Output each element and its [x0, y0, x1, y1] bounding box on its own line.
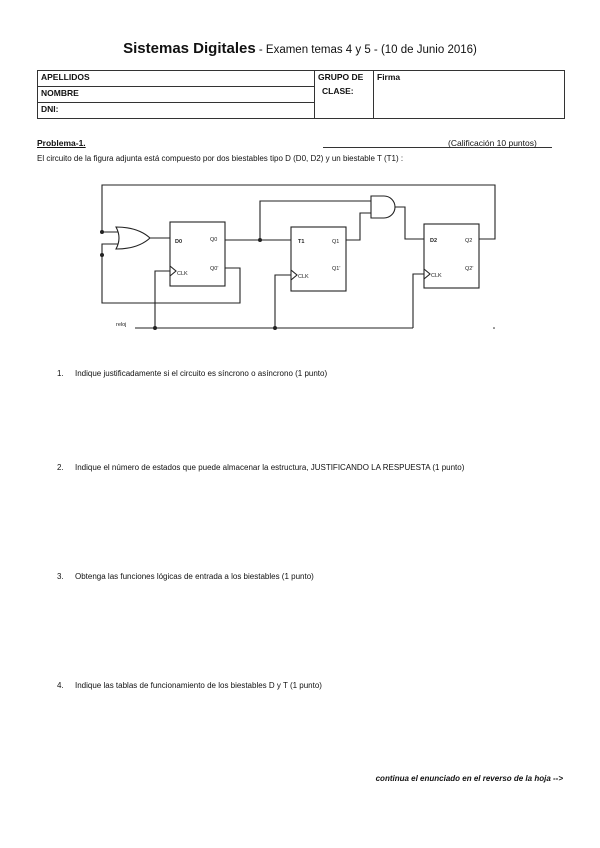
ff1-clk: CLK: [298, 274, 309, 280]
firma-field[interactable]: Firma: [374, 71, 565, 119]
ff1-qn: Q1': [332, 266, 341, 272]
nombre-field[interactable]: NOMBRE: [38, 87, 315, 103]
ff0-clk: CLK: [177, 271, 188, 277]
flipflop-t1: [291, 227, 346, 291]
question-text: Indique el número de estados que puede almacenar la estructura, JUSTIFICANDO LA RESPUESTA (1 punto): [75, 463, 465, 472]
title-main: Sistemas Digitales: [123, 40, 256, 57]
question-number: 2.: [57, 463, 64, 472]
problem-title: Problema-1.: [37, 138, 86, 148]
ff2-clk: CLK: [431, 273, 442, 279]
question-1: [57, 369, 327, 378]
ff0-name: D0: [175, 239, 183, 245]
question-text: Indique justificadamente si el circuito es síncrono o asíncrono (1 punto): [75, 369, 328, 378]
grupo-label-line2: CLASE:: [322, 86, 354, 96]
question-text: Indique las tablas de funcionamiento de los biestables D y T (1 punto): [75, 681, 322, 690]
question-text: Obtenga las funciones lógicas de entrada a los biestables (1 punto): [75, 572, 314, 581]
ff2-q: Q2: [465, 238, 473, 244]
ff2-qn: Q2': [465, 266, 474, 272]
apellidos-field[interactable]: APELLIDOS: [38, 71, 315, 87]
or-gate: [116, 227, 150, 249]
ff1-q: Q1: [332, 239, 340, 245]
ff0-qn: Q0': [210, 266, 219, 272]
question-2: [57, 463, 464, 472]
dni-field[interactable]: DNI:: [38, 103, 315, 119]
and-gate: [371, 196, 395, 218]
question-number: 1.: [57, 369, 64, 378]
question-3: [57, 572, 314, 581]
problem-intro: El circuito de la figura adjunta está compuesto por dos biestables tipo D (D0, D2) y un biestable T (T1) :: [37, 154, 404, 163]
title-sub: - Examen temas 4 y 5 - (10 de Junio 2016): [255, 44, 477, 56]
clock-input-label: reloj: [116, 322, 127, 328]
ff1-name: T1: [298, 239, 305, 245]
continue-note: continua el enunciado en el reverso de la hoja -->: [375, 774, 563, 783]
grupo-label-line1: GRUPO DE: [318, 72, 364, 82]
ff0-q: Q0: [210, 237, 218, 243]
question-number: 4.: [57, 681, 64, 690]
ff2-name: D2: [430, 238, 438, 244]
question-4: [57, 681, 322, 690]
problem-score: (Calificación 10 puntos): [448, 138, 537, 148]
question-number: 3.: [57, 572, 64, 581]
